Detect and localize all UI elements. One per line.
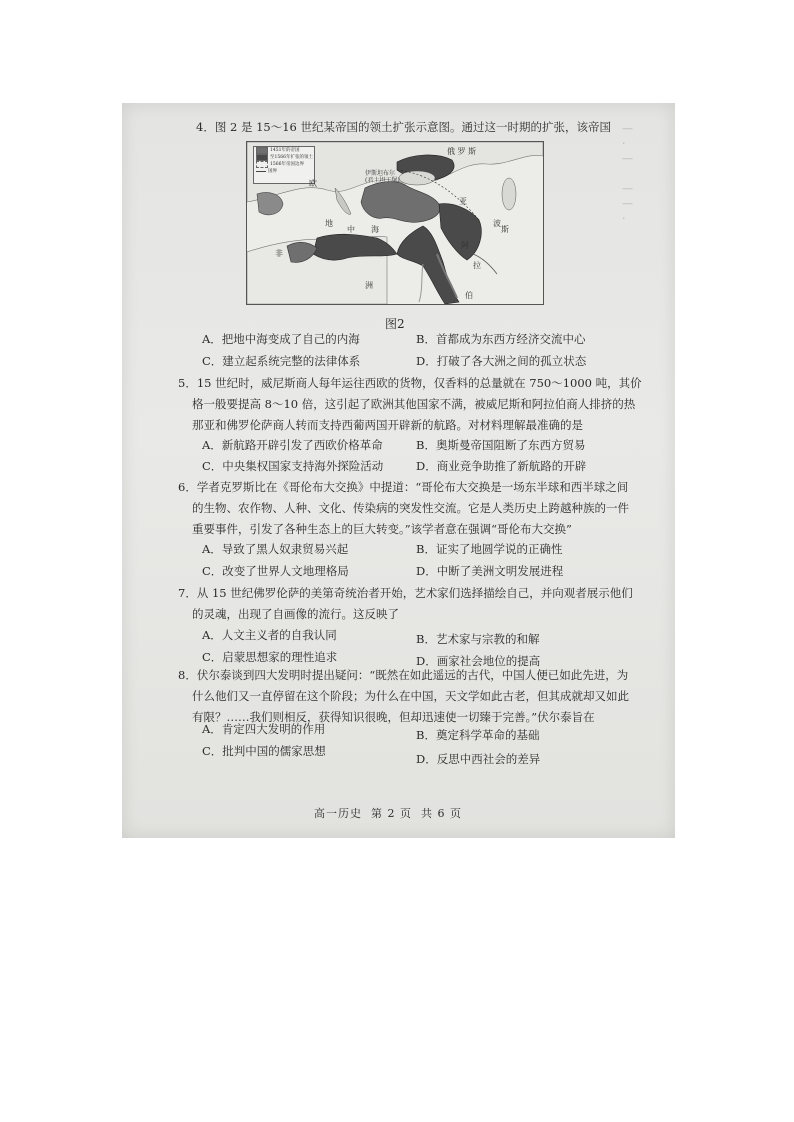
map-label-si: 斯 [501, 225, 509, 234]
q5-line-3: 那亚和佛罗伦萨商人转而支持西葡两国开辟新的航路。对材料理解最准确的是 [192, 418, 583, 432]
question-6 [178, 477, 648, 540]
q7-option-a[interactable]: A．人文主义者的自我认同 [202, 628, 337, 642]
q8-line-2: 什么他们又一直停留在这个阶段；为什么在中国，天文学如此古老，但其成就却又如此 [192, 689, 629, 703]
q8-line-1: 8．伏尔泰谈到四大发明时提出疑问：“既然在如此遥远的古代，中国人便已如此先进，为 [178, 668, 629, 682]
q7-line-2: 的灵魂，出现了自画像的流行。这反映了 [192, 607, 399, 621]
map-label-zhou: 洲 [365, 281, 373, 290]
q7-option-b[interactable]: B．艺术家与宗教的和解 [416, 632, 540, 646]
page-footer: 高一历史 第 2 页 共 6 页 [314, 807, 462, 820]
map-label-sea-di: 地 [325, 219, 333, 228]
map-label-europe: 欧 [309, 179, 317, 188]
question-4 [178, 117, 648, 138]
q6-option-c[interactable]: C．改变了世界人文地理格局 [202, 564, 349, 578]
territory-1451 [361, 182, 440, 223]
q4-option-a[interactable]: A．把地中海变成了自己的内海 [202, 332, 360, 346]
q8-option-c[interactable]: C．批判中国的儒家思想 [202, 744, 326, 758]
question-7 [178, 583, 648, 625]
q5-option-d[interactable]: D．商业竞争助推了新航路的开辟 [416, 459, 587, 473]
q5-line-2: 格一般要提高 8～10 倍，这引起了欧洲其他国家不满，被威尼斯和阿拉伯商人排挤的热 [192, 397, 636, 411]
q6-option-a[interactable]: A．导致了黑人奴隶贸易兴起 [202, 542, 349, 556]
bleed-through-marks: — · — — — · [622, 122, 633, 225]
map-label-istanbul: 伊斯坦布尔 (君士坦丁堡) [365, 170, 400, 184]
q8-option-d[interactable]: D．反思中西社会的差异 [416, 752, 541, 766]
map-label-bo: 伯 [465, 291, 473, 300]
q6-line-1: 6．学者克罗斯比在《哥伦布大交换》中提道：“哥伦布大交换是一场东半球和西半球之间 [178, 480, 629, 494]
q8-option-a[interactable]: A．肯定四大发明的作用 [202, 722, 326, 736]
q5-option-c[interactable]: C．中央集权国家支持海外探险活动 [202, 459, 384, 473]
q6-option-b[interactable]: B．证实了地圆学说的正确性 [416, 542, 563, 556]
q7-option-d[interactable]: D．画家社会地位的提高 [416, 654, 541, 668]
q4-option-c[interactable]: C．建立起系统完整的法律体系 [202, 354, 361, 368]
map-label-persia: 波 [493, 219, 501, 228]
q8-option-b[interactable]: B．奠定科学革命的基础 [416, 728, 540, 742]
map-label-la: 拉 [473, 261, 481, 270]
q7-option-c[interactable]: C．启蒙思想家的理性追求 [202, 650, 338, 664]
map-label-russia: 俄 罗 斯 [447, 147, 477, 156]
legend-1451: 1451年的帝国 [270, 148, 300, 153]
q8-line-3: 有限？……我们则相反，获得知识很晚，但却迅速使一切臻于完善。”伏尔泰旨在 [192, 710, 595, 724]
exam-page-photo [122, 103, 675, 838]
legend-expanded: 至1566年扩张的领土 [270, 155, 313, 160]
map-legend [253, 146, 315, 184]
q6-option-d[interactable]: D．中断了美洲文明发展进程 [416, 564, 564, 578]
q4-option-d[interactable]: D．打破了各大洲之间的孤立状态 [416, 354, 587, 368]
map-label-fei: 非 [275, 249, 283, 258]
question-5 [178, 373, 648, 436]
legend-border: 国界 [268, 169, 277, 174]
question-4-stem: 4．图 2 是 15～16 世纪某帝国的领土扩张示意图。通过这一时期的扩张，该帝国 [196, 120, 612, 134]
q4-option-b[interactable]: B．首都成为东西方经济交流中心 [416, 332, 586, 346]
empire-expansion-map [246, 141, 544, 305]
legend-1566-border: 1566年帝国边界 [270, 162, 304, 167]
map-label-ya: 亚 [459, 197, 467, 206]
map-label-arab: 阿 [461, 241, 469, 250]
q5-line-1: 5．15 世纪时，威尼斯商人每年运往西欧的货物，仅香料的总量就在 750～1000 吨，其价 [178, 376, 642, 390]
q6-line-2: 的生物、农作物、人种、文化、传染病的突发性交流。它是人类历史上跨越种族的一件 [192, 501, 629, 515]
q6-line-3: 重要事件，引发了各种生态上的巨大转变。”该学者意在强调“哥伦布大交换” [192, 522, 572, 536]
q5-option-b[interactable]: B．奥斯曼帝国阻断了东西方贸易 [416, 438, 586, 452]
map-label-sea-zhong: 中 [347, 225, 355, 234]
figure-caption: 图2 [385, 317, 405, 331]
q5-option-a[interactable]: A．新航路开辟引发了西欧价格革命 [202, 438, 383, 452]
q7-line-1: 7．从 15 世纪佛罗伦萨的美第奇统治者开始，艺术家们选择描绘自己，并向观者展示他们 [178, 586, 633, 600]
map-label-hai: 海 [371, 225, 379, 234]
